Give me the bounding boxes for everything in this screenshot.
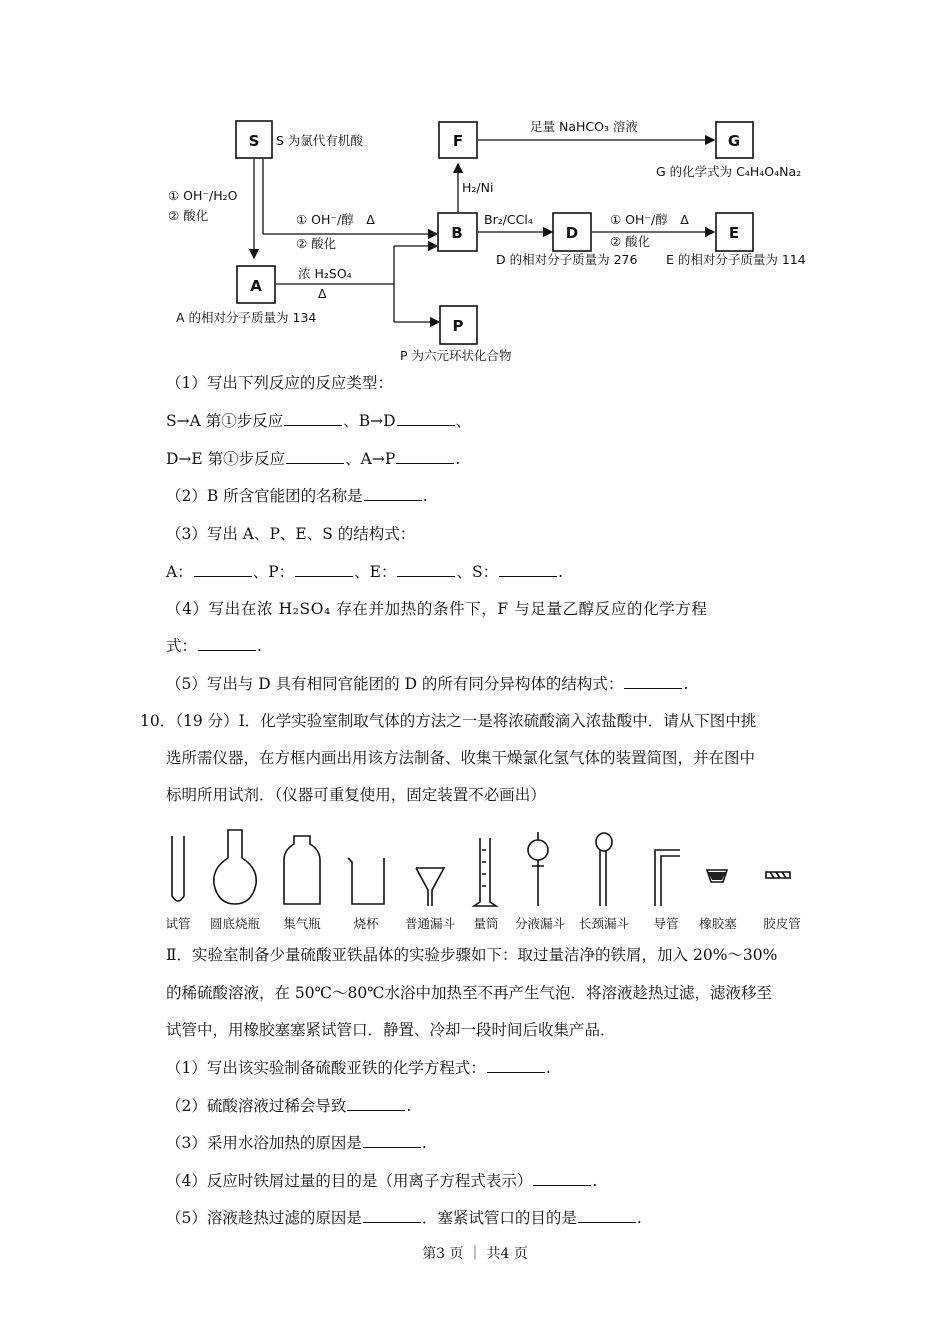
q9-p3-p-label: 、P： bbox=[252, 563, 295, 581]
gas-jar-icon bbox=[284, 836, 320, 904]
q9-p1a-text3: 、 bbox=[455, 412, 472, 430]
answer-blank[interactable] bbox=[397, 562, 455, 577]
q9-p3-e-label: 、E： bbox=[354, 563, 397, 581]
answer-blank[interactable] bbox=[363, 1133, 421, 1148]
answer-blank[interactable] bbox=[624, 674, 682, 689]
q10-s3-text1: （3）采用水浴加热的原因是 bbox=[166, 1134, 362, 1152]
graduated-cylinder-icon bbox=[474, 838, 496, 906]
instrument-label: 长颈漏斗 bbox=[578, 916, 630, 931]
q9-p5-text2: . bbox=[683, 675, 689, 693]
answer-blank[interactable] bbox=[194, 562, 252, 577]
q9-p2-text1: （2）B 所含官能团的名称是 bbox=[166, 487, 363, 505]
answer-blank[interactable] bbox=[533, 1171, 591, 1186]
label-a-cond-1: 浓 H₂SO₄ bbox=[298, 266, 352, 281]
label-b-f: H₂/Ni bbox=[462, 180, 494, 195]
q9-p1a-text1: S→A 第①步反应 bbox=[166, 412, 284, 430]
q10-s2-text1: （2）硫酸溶液过稀会导致 bbox=[166, 1097, 347, 1115]
long-neck-funnel-icon bbox=[596, 833, 612, 906]
q9-p1b-text2: 、A→P bbox=[345, 450, 396, 468]
label-b-d: Br₂/CCl₄ bbox=[484, 212, 533, 227]
label-g-note: G 的化学式为 C₄H₄O₄Na₂ bbox=[656, 164, 802, 179]
answer-blank[interactable] bbox=[397, 411, 455, 426]
beaker-icon bbox=[348, 858, 384, 904]
q9-p3-end: . bbox=[558, 563, 564, 581]
q9-p4b-text1: 式： bbox=[166, 637, 198, 655]
q10-step3 bbox=[166, 1133, 427, 1153]
reaction-scheme bbox=[0, 0, 950, 370]
q10-s3-text2: . bbox=[421, 1134, 427, 1152]
label-d-e-1: ① OH⁻/醇 Δ bbox=[610, 212, 689, 227]
label-f-g: 足量 NaHCO₃ 溶液 bbox=[530, 119, 638, 134]
q9-part1-heading: （1）写出下列反应的反应类型： bbox=[166, 374, 393, 392]
label-a-note: A 的相对分子质量为 134 bbox=[176, 310, 317, 325]
label-p-note: P 为六元环状化合物 bbox=[400, 348, 512, 363]
test-tube-icon bbox=[172, 836, 184, 901]
q10-line3: 标明所用试剂．（仪器可重复使用，固定装置不必画出） bbox=[166, 786, 546, 804]
answer-blank[interactable] bbox=[499, 562, 557, 577]
q9-p1b-text3: . bbox=[455, 450, 461, 468]
q9-p3-s-label: 、S： bbox=[456, 563, 499, 581]
label-s-note: S 为氯代有机酸 bbox=[276, 133, 363, 148]
label-a-cond-2: Δ bbox=[318, 286, 327, 301]
q9-part2 bbox=[166, 486, 428, 506]
q9-p1b-text1: D→E 第①步反应 bbox=[166, 450, 286, 468]
box-b-label: B bbox=[451, 224, 463, 242]
q10-s5-text3: . bbox=[636, 1209, 642, 1227]
q9-part3-answers bbox=[166, 562, 563, 582]
answer-blank[interactable] bbox=[578, 1208, 636, 1223]
q10-s1-text1: （1）写出该实验制备硫酸亚铁的化学方程式： bbox=[166, 1059, 486, 1077]
answer-blank[interactable] bbox=[363, 1208, 421, 1223]
box-d-label: D bbox=[565, 224, 579, 242]
instrument-label: 集气瓶 bbox=[283, 916, 321, 931]
page-footer: 第3 页 ｜ 共4 页 bbox=[422, 1246, 528, 1262]
answer-blank[interactable] bbox=[487, 1058, 545, 1073]
round-flask-icon bbox=[214, 830, 256, 904]
q9-part3-heading: （3）写出 A、P、E、S 的结构式： bbox=[166, 525, 416, 543]
q10-step2 bbox=[166, 1096, 411, 1116]
answer-blank[interactable] bbox=[295, 562, 353, 577]
q10-line2: 选所需仪器，在方框内画出用该方法制备、收集干燥氯化氢气体的装置简图，并在图中 bbox=[166, 749, 756, 767]
box-f-label: F bbox=[452, 132, 464, 150]
q10-step5 bbox=[166, 1208, 642, 1228]
answer-blank[interactable] bbox=[396, 449, 454, 464]
label-d-e-2: ② 酸化 bbox=[610, 234, 651, 249]
q9-p5-text1: （5）写出与 D 具有相同官能团的 D 的所有同分异构体的结构式： bbox=[166, 675, 624, 693]
q9-part1-line-b bbox=[166, 449, 460, 469]
q10-s5-text1: （5）溶液趁热过滤的原因是 bbox=[166, 1209, 362, 1227]
bent-tube-icon bbox=[655, 850, 680, 906]
rubber-tubing-icon bbox=[766, 872, 790, 878]
q10-s5-text2: ．塞紧试管口的目的是 bbox=[421, 1209, 577, 1227]
funnel-icon bbox=[416, 868, 444, 906]
q9-p1a-text2: 、B→D bbox=[343, 412, 396, 430]
instrument-label: 导管 bbox=[653, 916, 679, 931]
q10-step1 bbox=[166, 1058, 551, 1078]
box-e-label: E bbox=[728, 224, 740, 242]
q10-ii-line2: 的稀硫酸溶液，在 50℃～80℃水浴中加热至不再产生气泡．将溶液趁热过滤，滤液移至 bbox=[166, 984, 773, 1002]
label-s-b-1: ① OH⁻/醇 Δ bbox=[296, 212, 375, 227]
instrument-label: 橡胶塞 bbox=[699, 916, 737, 931]
box-g-label: G bbox=[727, 132, 741, 150]
instrument-strip bbox=[0, 820, 950, 940]
instrument-label: 圆底烧瓶 bbox=[209, 916, 261, 931]
q9-part1-line-a bbox=[166, 411, 471, 431]
instrument-label: 普通漏斗 bbox=[404, 916, 456, 931]
answer-blank[interactable] bbox=[347, 1096, 405, 1111]
box-p-label: P bbox=[452, 317, 464, 335]
q9-p2-text2: . bbox=[422, 487, 428, 505]
label-s-a-1: ① OH⁻/H₂O bbox=[168, 188, 238, 203]
q10-s1-text2: . bbox=[545, 1059, 551, 1077]
label-d-note: D 的相对分子质量为 276 bbox=[496, 252, 638, 267]
instrument-label: 分液漏斗 bbox=[514, 916, 566, 931]
answer-blank[interactable] bbox=[284, 411, 342, 426]
q10-s4-text2: . bbox=[592, 1172, 598, 1190]
box-a-label: A bbox=[250, 277, 262, 295]
q10-step4 bbox=[166, 1171, 597, 1191]
q9-p4b-text2: . bbox=[257, 637, 262, 655]
separatory-funnel-icon bbox=[528, 832, 548, 906]
q10-line1: 10．（19 分）Ⅰ．化学实验室制取气体的方法之一是将浓硫酸滴入浓盐酸中．请从下图中挑 bbox=[140, 712, 757, 730]
q10-s4-text1: （4）反应时铁屑过量的目的是（用离子方程式表示） bbox=[166, 1172, 533, 1190]
label-e-note: E 的相对分子质量为 114 bbox=[666, 252, 806, 267]
q9-part4-line-b bbox=[166, 636, 262, 656]
q9-part5 bbox=[166, 674, 688, 694]
q9-part4-line-a: （4）写出在浓 H₂SO₄ 存在并加热的条件下，F 与足量乙醇反应的化学方程 bbox=[166, 600, 708, 618]
instrument-label: 量筒 bbox=[473, 916, 499, 931]
answer-blank[interactable] bbox=[198, 636, 256, 651]
instrument-label: 胶皮管 bbox=[763, 916, 801, 931]
q10-s2-text2: . bbox=[406, 1097, 412, 1115]
q10-ii-line1: Ⅱ．实验室制备少量硫酸亚铁晶体的实验步骤如下：取过量洁净的铁屑，加入 20%～30% bbox=[166, 946, 778, 964]
instrument-label: 烧杯 bbox=[353, 916, 379, 931]
label-s-b-2: ② 酸化 bbox=[296, 236, 337, 251]
q9-p3-a-label: A： bbox=[166, 563, 193, 581]
label-s-a-2: ② 酸化 bbox=[168, 208, 209, 223]
answer-blank[interactable] bbox=[286, 449, 344, 464]
instrument-label: 试管 bbox=[165, 916, 191, 931]
box-s-label: S bbox=[248, 132, 260, 150]
q10-ii-line3: 试管中，用橡胶塞塞紧试管口．静置、冷却一段时间后收集产品． bbox=[166, 1021, 616, 1039]
answer-blank[interactable] bbox=[364, 486, 422, 501]
